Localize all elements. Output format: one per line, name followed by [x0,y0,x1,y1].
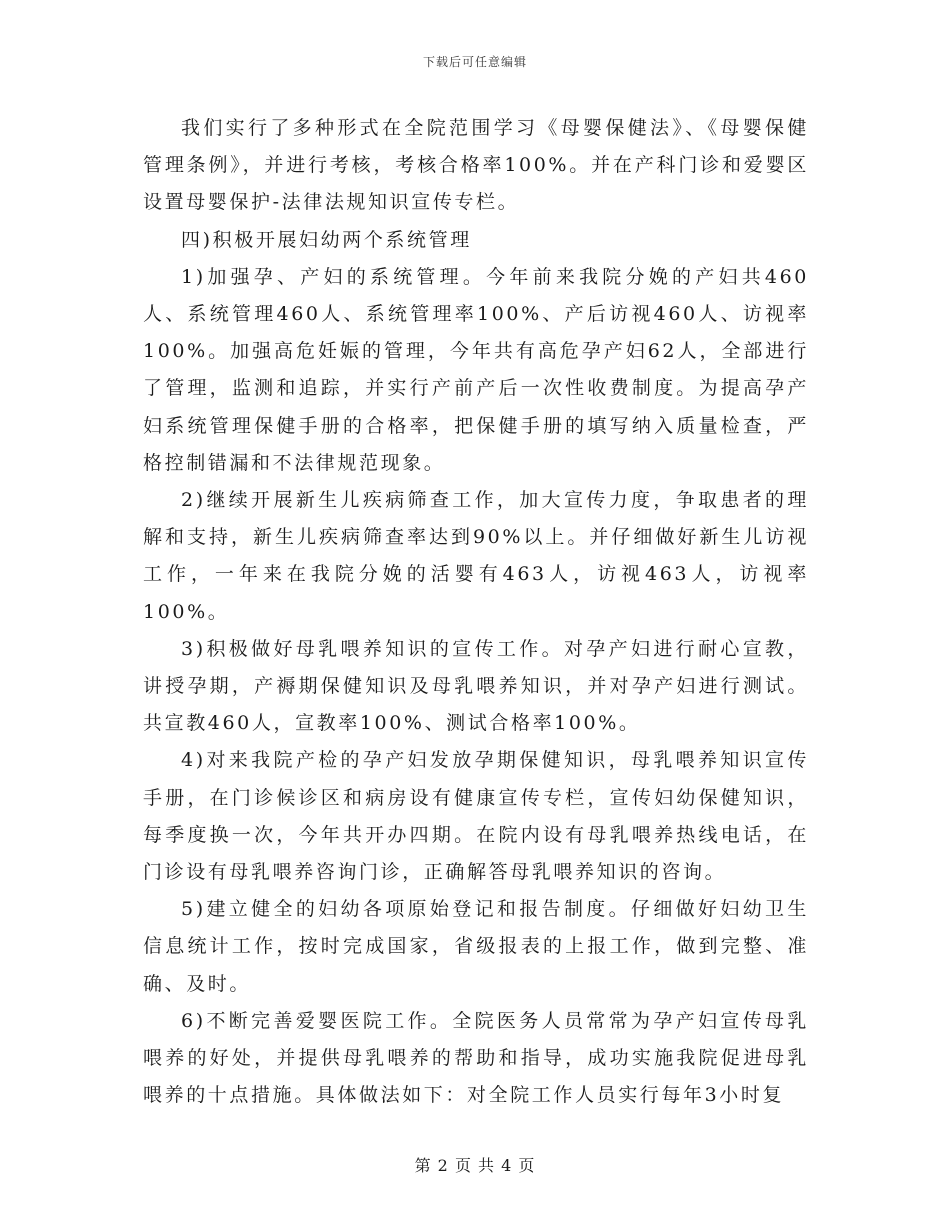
paragraph-item-4: 4)对来我院产检的孕产妇发放孕期保健知识，母乳喂养知识宣传手册，在门诊候诊区和病房设有健康宣传专栏，宣传妇幼保健知识，每季度换一次，今年共开办四期。在院内设有母乳喂养热线电话，在门诊设有母乳喂养咨询门诊，正确解答母乳喂养知识的咨询。 [143,749,809,884]
paragraph-item-5: 5)建立健全的妇幼各项原始登记和报告制度。仔细做好妇幼卫生信息统计工作，按时完成国家，省级报表的上报工作，做到完整、准确、及时。 [143,898,809,995]
paragraph-item-1: 1)加强孕、产妇的系统管理。今年前来我院分娩的产妇共460人、系统管理460人、系统管理率100%、产后访视460人、访视率100%。加强高危妊娠的管理，今年共有高危孕产妇62人，全部进行了管理，监测和追踪，并实行产前产后一次性收费制度。为提高孕产妇系统管理保健手册的合格率，把保健手册的填写纳入质量检查，严格控制错漏和不法律规范现象。 [143,265,809,474]
section-heading-four: 四)积极开展妇幼两个系统管理 [181,228,472,251]
page-number-footer: 第 2 页 共 4 页 [414,1156,536,1175]
paragraph-item-3: 3)积极做好母乳喂养知识的宣传工作。对孕产妇进行耐心宣教，讲授孕期，产褥期保健知识及母乳喂养知识，并对孕产妇进行测试。共宣教460人，宣教率100%、测试合格率100%。 [143,637,809,735]
document-body [143,110,809,1114]
paragraph-law-study: 我们实行了多种形式在全院范围学习《母婴保健法》、《母婴保健管理条例》，并进行考核，考核合格率100%。并在产科门诊和爱婴区设置母婴保护-法律法规知识宣传专栏。 [143,117,809,214]
page-header-note: 下载后可任意编辑 [422,55,527,69]
paragraph-item-6: 6)不断完善爱婴医院工作。全院医务人员常常为孕产妇宣传母乳喂养的好处，并提供母乳喂养的帮助和指导，成功实施我院促进母乳喂养的十点措施。具体做法如下：对全院工作人员实行每年3小时复 [143,1009,809,1107]
paragraph-item-2: 2)继续开展新生儿疾病筛查工作，加大宣传力度，争取患者的理解和支持，新生儿疾病筛查率达到90%以上。并仔细做好新生儿访视工作，一年来在我院分娩的活婴有463人，访视463人，访视率100%。 [143,489,809,623]
